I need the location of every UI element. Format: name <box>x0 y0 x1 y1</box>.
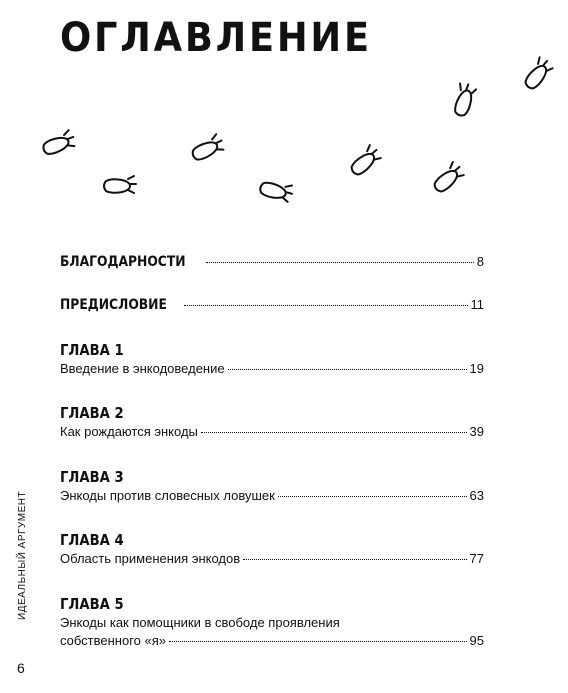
dot-leader <box>201 432 467 433</box>
chapter-title: Энкоды как помощники в свободе проявления <box>60 615 340 630</box>
dot-leader <box>206 262 474 263</box>
book-title-side-label: ИДЕАЛЬНЫЙ АРГУМЕНТ <box>17 490 28 620</box>
footprint-icon <box>450 82 477 118</box>
footprint-icon <box>520 56 554 91</box>
toc-chapter[interactable] <box>60 403 484 441</box>
toc-heading: ПРЕДИСЛОВИЕ <box>60 297 167 313</box>
footprint-icon <box>430 161 465 195</box>
toc-page-number: 39 <box>469 424 484 439</box>
chapter-title: Область применения энкодов <box>60 551 241 566</box>
page-number: 6 <box>17 660 25 676</box>
toc-page-number: 63 <box>469 488 484 503</box>
toc-entry[interactable] <box>60 297 484 313</box>
footprint-icon <box>189 133 225 162</box>
chapter-title: Энкоды против словесных ловушек <box>60 488 275 503</box>
footprint-icon <box>104 176 136 193</box>
toc-page-number: 8 <box>476 254 484 269</box>
toc-page-number: 11 <box>470 297 484 312</box>
dot-leader <box>228 369 467 370</box>
chapter-title-continued: собственного «я» <box>60 633 167 648</box>
toc-page-number: 19 <box>469 361 484 376</box>
dot-leader <box>243 559 466 560</box>
chapter-label: ГЛАВА 3 <box>60 468 124 486</box>
dot-leader <box>169 641 467 642</box>
toc-entry[interactable] <box>60 254 484 270</box>
chapter-label: ГЛАВА 5 <box>60 595 124 613</box>
toc-chapter[interactable] <box>60 467 484 505</box>
toc-page-number: 77 <box>469 551 484 566</box>
toc-page-number: 95 <box>469 633 484 648</box>
footprints-decoration <box>0 0 568 240</box>
toc-chapter[interactable] <box>60 340 484 378</box>
chapter-label: ГЛАВА 1 <box>60 341 124 359</box>
page-title: ОГЛАВЛЕНИЕ <box>60 15 372 61</box>
chapter-label: ГЛАВА 4 <box>60 531 124 549</box>
dot-leader <box>278 496 467 497</box>
footprint-icon <box>347 144 382 178</box>
dot-leader <box>184 305 467 306</box>
footprint-icon <box>40 129 76 156</box>
toc-chapter[interactable] <box>60 594 484 650</box>
chapter-title: Введение в энкодоведение <box>60 361 225 376</box>
toc-heading: БЛАГОДАРНОСТИ <box>60 254 186 270</box>
footprint-icon <box>259 178 294 203</box>
toc-chapter[interactable] <box>60 530 484 568</box>
chapter-label: ГЛАВА 2 <box>60 404 124 422</box>
chapter-title: Как рождаются энкоды <box>60 424 198 439</box>
